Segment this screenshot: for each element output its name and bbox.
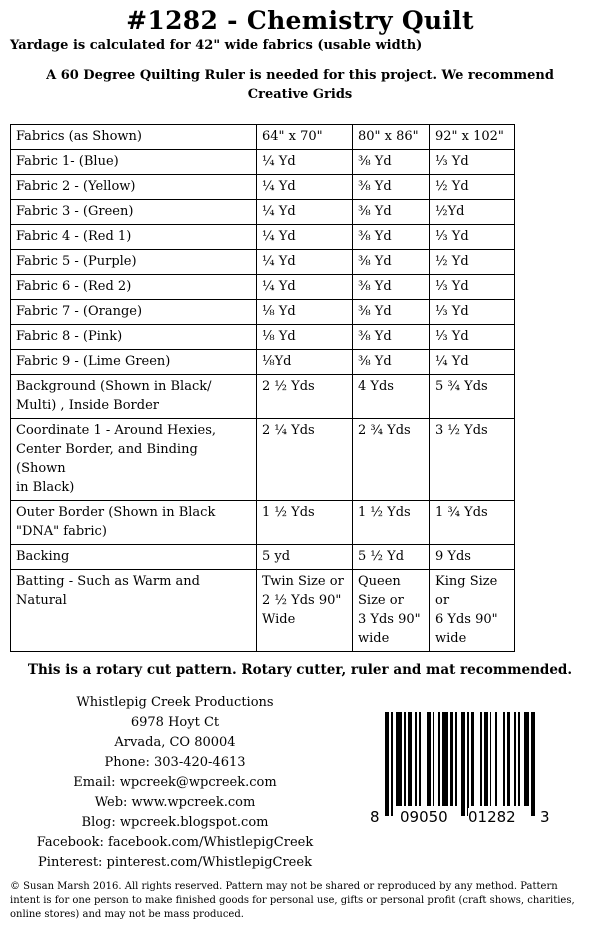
address-line: Email: wpcreek@wpcreek.com bbox=[73, 775, 277, 790]
barcode-bar bbox=[396, 712, 402, 806]
fabric-name-cell: Fabric 4 - (Red 1) bbox=[11, 225, 257, 250]
yardage-cell: ⅜ Yd bbox=[353, 325, 430, 350]
barcode-bar bbox=[518, 712, 520, 806]
fabric-name-cell: Fabric 2 - (Yellow) bbox=[11, 175, 257, 200]
yardage-cell: ¼ Yd bbox=[257, 225, 353, 250]
address-line: Arvada, CO 80004 bbox=[114, 735, 236, 750]
fabric-name-cell: Fabric 3 - (Green) bbox=[11, 200, 257, 225]
barcode-bar bbox=[467, 712, 469, 816]
barcode-bar bbox=[524, 712, 530, 806]
pattern-title: #1282 - Chemistry Quilt bbox=[126, 6, 474, 35]
barcode-bar bbox=[391, 712, 393, 816]
table-row bbox=[11, 325, 515, 350]
address-line: Web: www.wpcreek.com bbox=[94, 795, 256, 810]
table-row bbox=[11, 200, 515, 225]
address-line: Whistlepig Creek Productions bbox=[76, 695, 274, 710]
yardage-cell: 1 ¾ Yds bbox=[430, 501, 515, 545]
fabric-name-cell: Outer Border (Shown in Black "DNA" fabric) bbox=[11, 501, 257, 545]
barcode-bar bbox=[503, 712, 505, 806]
barcode-bar bbox=[484, 712, 488, 806]
yardage-cell: ⅓ Yd bbox=[430, 150, 515, 175]
barcode-bar bbox=[490, 712, 492, 806]
barcode-bar bbox=[419, 712, 421, 806]
fabric-name-cell: Fabric 7 - (Orange) bbox=[11, 300, 257, 325]
yardage-cell: ¼ Yd bbox=[257, 175, 353, 200]
barcode-bar bbox=[495, 712, 497, 806]
yardage-cell: ¼ Yd bbox=[257, 150, 353, 175]
yardage-cell: Queen Size or 3 Yds 90" wide bbox=[353, 570, 430, 652]
publisher-address bbox=[20, 693, 330, 873]
yardage-cell: 1 ½ Yds bbox=[257, 501, 353, 545]
barcode-digit-last: 3 bbox=[540, 808, 550, 826]
yardage-cell: ¼ Yd bbox=[257, 275, 353, 300]
barcode-bar bbox=[471, 712, 475, 806]
barcode-bar bbox=[514, 712, 516, 806]
yardage-cell: 4 Yds bbox=[353, 375, 430, 419]
yardage-cell: ⅜ Yd bbox=[353, 225, 430, 250]
barcode-bar bbox=[404, 712, 406, 806]
barcode-bar bbox=[531, 712, 535, 816]
table-row bbox=[11, 250, 515, 275]
address-line: Phone: 303-420-4613 bbox=[104, 755, 246, 770]
table-row bbox=[11, 225, 515, 250]
barcode-bar bbox=[438, 712, 440, 806]
yardage-cell: ¼ Yd bbox=[257, 250, 353, 275]
barcode-bar bbox=[408, 712, 412, 806]
yardage-cell: ⅓ Yd bbox=[430, 275, 515, 300]
yardage-cell: ⅓ Yd bbox=[430, 225, 515, 250]
yardage-cell: 5 ¾ Yds bbox=[430, 375, 515, 419]
barcode-bar bbox=[507, 712, 511, 806]
yardage-table-body bbox=[11, 125, 515, 652]
yardage-cell: ⅜ Yd bbox=[353, 200, 430, 225]
yardage-cell: 9 Yds bbox=[430, 545, 515, 570]
barcode-digit-group: 09050 bbox=[400, 808, 448, 826]
fabric-name-cell: Fabric 6 - (Red 2) bbox=[11, 275, 257, 300]
address-line: 6978 Hoyt Ct bbox=[130, 715, 220, 730]
yardage-cell: Twin Size or 2 ½ Yds 90" Wide bbox=[257, 570, 353, 652]
ruler-note-line: A 60 Degree Quilting Ruler is needed for this project. We recommend bbox=[46, 68, 554, 83]
fabric-name-cell: Batting - Such as Warm and Natural bbox=[11, 570, 257, 652]
ruler-note bbox=[40, 66, 560, 104]
table-row bbox=[11, 300, 515, 325]
table-row bbox=[11, 275, 515, 300]
yardage-table bbox=[10, 124, 515, 652]
table-header-cell: 92" x 102" bbox=[430, 125, 515, 150]
barcode-digit-group: 01282 bbox=[468, 808, 516, 826]
yardage-note: Yardage is calculated for 42" wide fabrics (usable width) bbox=[10, 38, 423, 53]
yardage-cell: 1 ½ Yds bbox=[353, 501, 430, 545]
yardage-cell: 2 ½ Yds bbox=[257, 375, 353, 419]
barcode-bar bbox=[455, 712, 457, 806]
fabric-name-cell: Backing bbox=[11, 545, 257, 570]
yardage-cell: ½ Yd bbox=[430, 250, 515, 275]
fabric-name-cell: Background (Shown in Black/ Multi) , Inside Border bbox=[11, 375, 257, 419]
yardage-cell: 3 ½ Yds bbox=[430, 419, 515, 501]
yardage-cell: 5 ½ Yd bbox=[353, 545, 430, 570]
yardage-cell: ½Yd bbox=[430, 200, 515, 225]
barcode-bar bbox=[480, 712, 482, 806]
table-row bbox=[11, 150, 515, 175]
yardage-cell: ⅛ Yd bbox=[257, 325, 353, 350]
table-row bbox=[11, 570, 515, 652]
yardage-cell: ⅜ Yd bbox=[353, 300, 430, 325]
table-header-cell: 80" x 86" bbox=[353, 125, 430, 150]
yardage-cell: ⅛ Yd bbox=[257, 300, 353, 325]
yardage-cell: 5 yd bbox=[257, 545, 353, 570]
yardage-cell: King Size or 6 Yds 90" wide bbox=[430, 570, 515, 652]
barcode-bar bbox=[427, 712, 431, 806]
yardage-cell: ⅜ Yd bbox=[353, 275, 430, 300]
yardage-cell: ⅜ Yd bbox=[353, 150, 430, 175]
barcode-bar bbox=[461, 712, 465, 816]
yardage-cell: ⅜ Yd bbox=[353, 175, 430, 200]
barcode bbox=[370, 712, 550, 832]
address-line: Blog: wpcreek.blogspot.com bbox=[81, 815, 269, 830]
address-line: Facebook: facebook.com/WhistlepigCreek bbox=[36, 835, 314, 850]
barcode-bar bbox=[385, 712, 389, 816]
fabric-name-cell: Fabric 1- (Blue) bbox=[11, 150, 257, 175]
ruler-note-line: Creative Grids bbox=[247, 87, 353, 102]
yardage-cell: 2 ¼ Yds bbox=[257, 419, 353, 501]
copyright-notice: © Susan Marsh 2016. All rights reserved. Pattern may not be shared or reproduced by any method. Pattern intent is for one person to make finished goods for personal use, gifts or personal profit (craft shows, charities, online stores) and may not be mass produced. bbox=[10, 881, 575, 920]
fabric-name-cell: Coordinate 1 - Around Hexies, Center Border, and Binding (Shown in Black) bbox=[11, 419, 257, 501]
rotary-note: This is a rotary cut pattern. Rotary cutter, ruler and mat recommended. bbox=[27, 662, 573, 678]
yardage-cell: ¼ Yd bbox=[257, 200, 353, 225]
yardage-cell: ⅜ Yd bbox=[353, 350, 430, 375]
table-row bbox=[11, 501, 515, 545]
barcode-bars bbox=[385, 712, 537, 820]
table-row bbox=[11, 545, 515, 570]
yardage-cell: 2 ¾ Yds bbox=[353, 419, 430, 501]
table-header-cell: 64" x 70" bbox=[257, 125, 353, 150]
table-row bbox=[11, 350, 515, 375]
table-row bbox=[11, 419, 515, 501]
barcode-bar bbox=[442, 712, 448, 806]
barcode-bar bbox=[450, 712, 454, 806]
table-row bbox=[11, 175, 515, 200]
yardage-cell: ⅛Yd bbox=[257, 350, 353, 375]
table-header-cell: Fabrics (as Shown) bbox=[11, 125, 257, 150]
yardage-cell: ⅓ Yd bbox=[430, 325, 515, 350]
barcode-bar bbox=[415, 712, 417, 806]
yardage-cell: ⅜ Yd bbox=[353, 250, 430, 275]
yardage-cell: ½ Yd bbox=[430, 175, 515, 200]
table-header-row bbox=[11, 125, 515, 150]
barcode-digit-first: 8 bbox=[370, 808, 380, 826]
table-row bbox=[11, 375, 515, 419]
yardage-cell: ⅓ Yd bbox=[430, 300, 515, 325]
barcode-bar bbox=[433, 712, 435, 806]
yardage-cell: ¼ Yd bbox=[430, 350, 515, 375]
fabric-name-cell: Fabric 9 - (Lime Green) bbox=[11, 350, 257, 375]
fabric-name-cell: Fabric 5 - (Purple) bbox=[11, 250, 257, 275]
address-line: Pinterest: pinterest.com/WhistlepigCreek bbox=[38, 855, 312, 870]
fabric-name-cell: Fabric 8 - (Pink) bbox=[11, 325, 257, 350]
